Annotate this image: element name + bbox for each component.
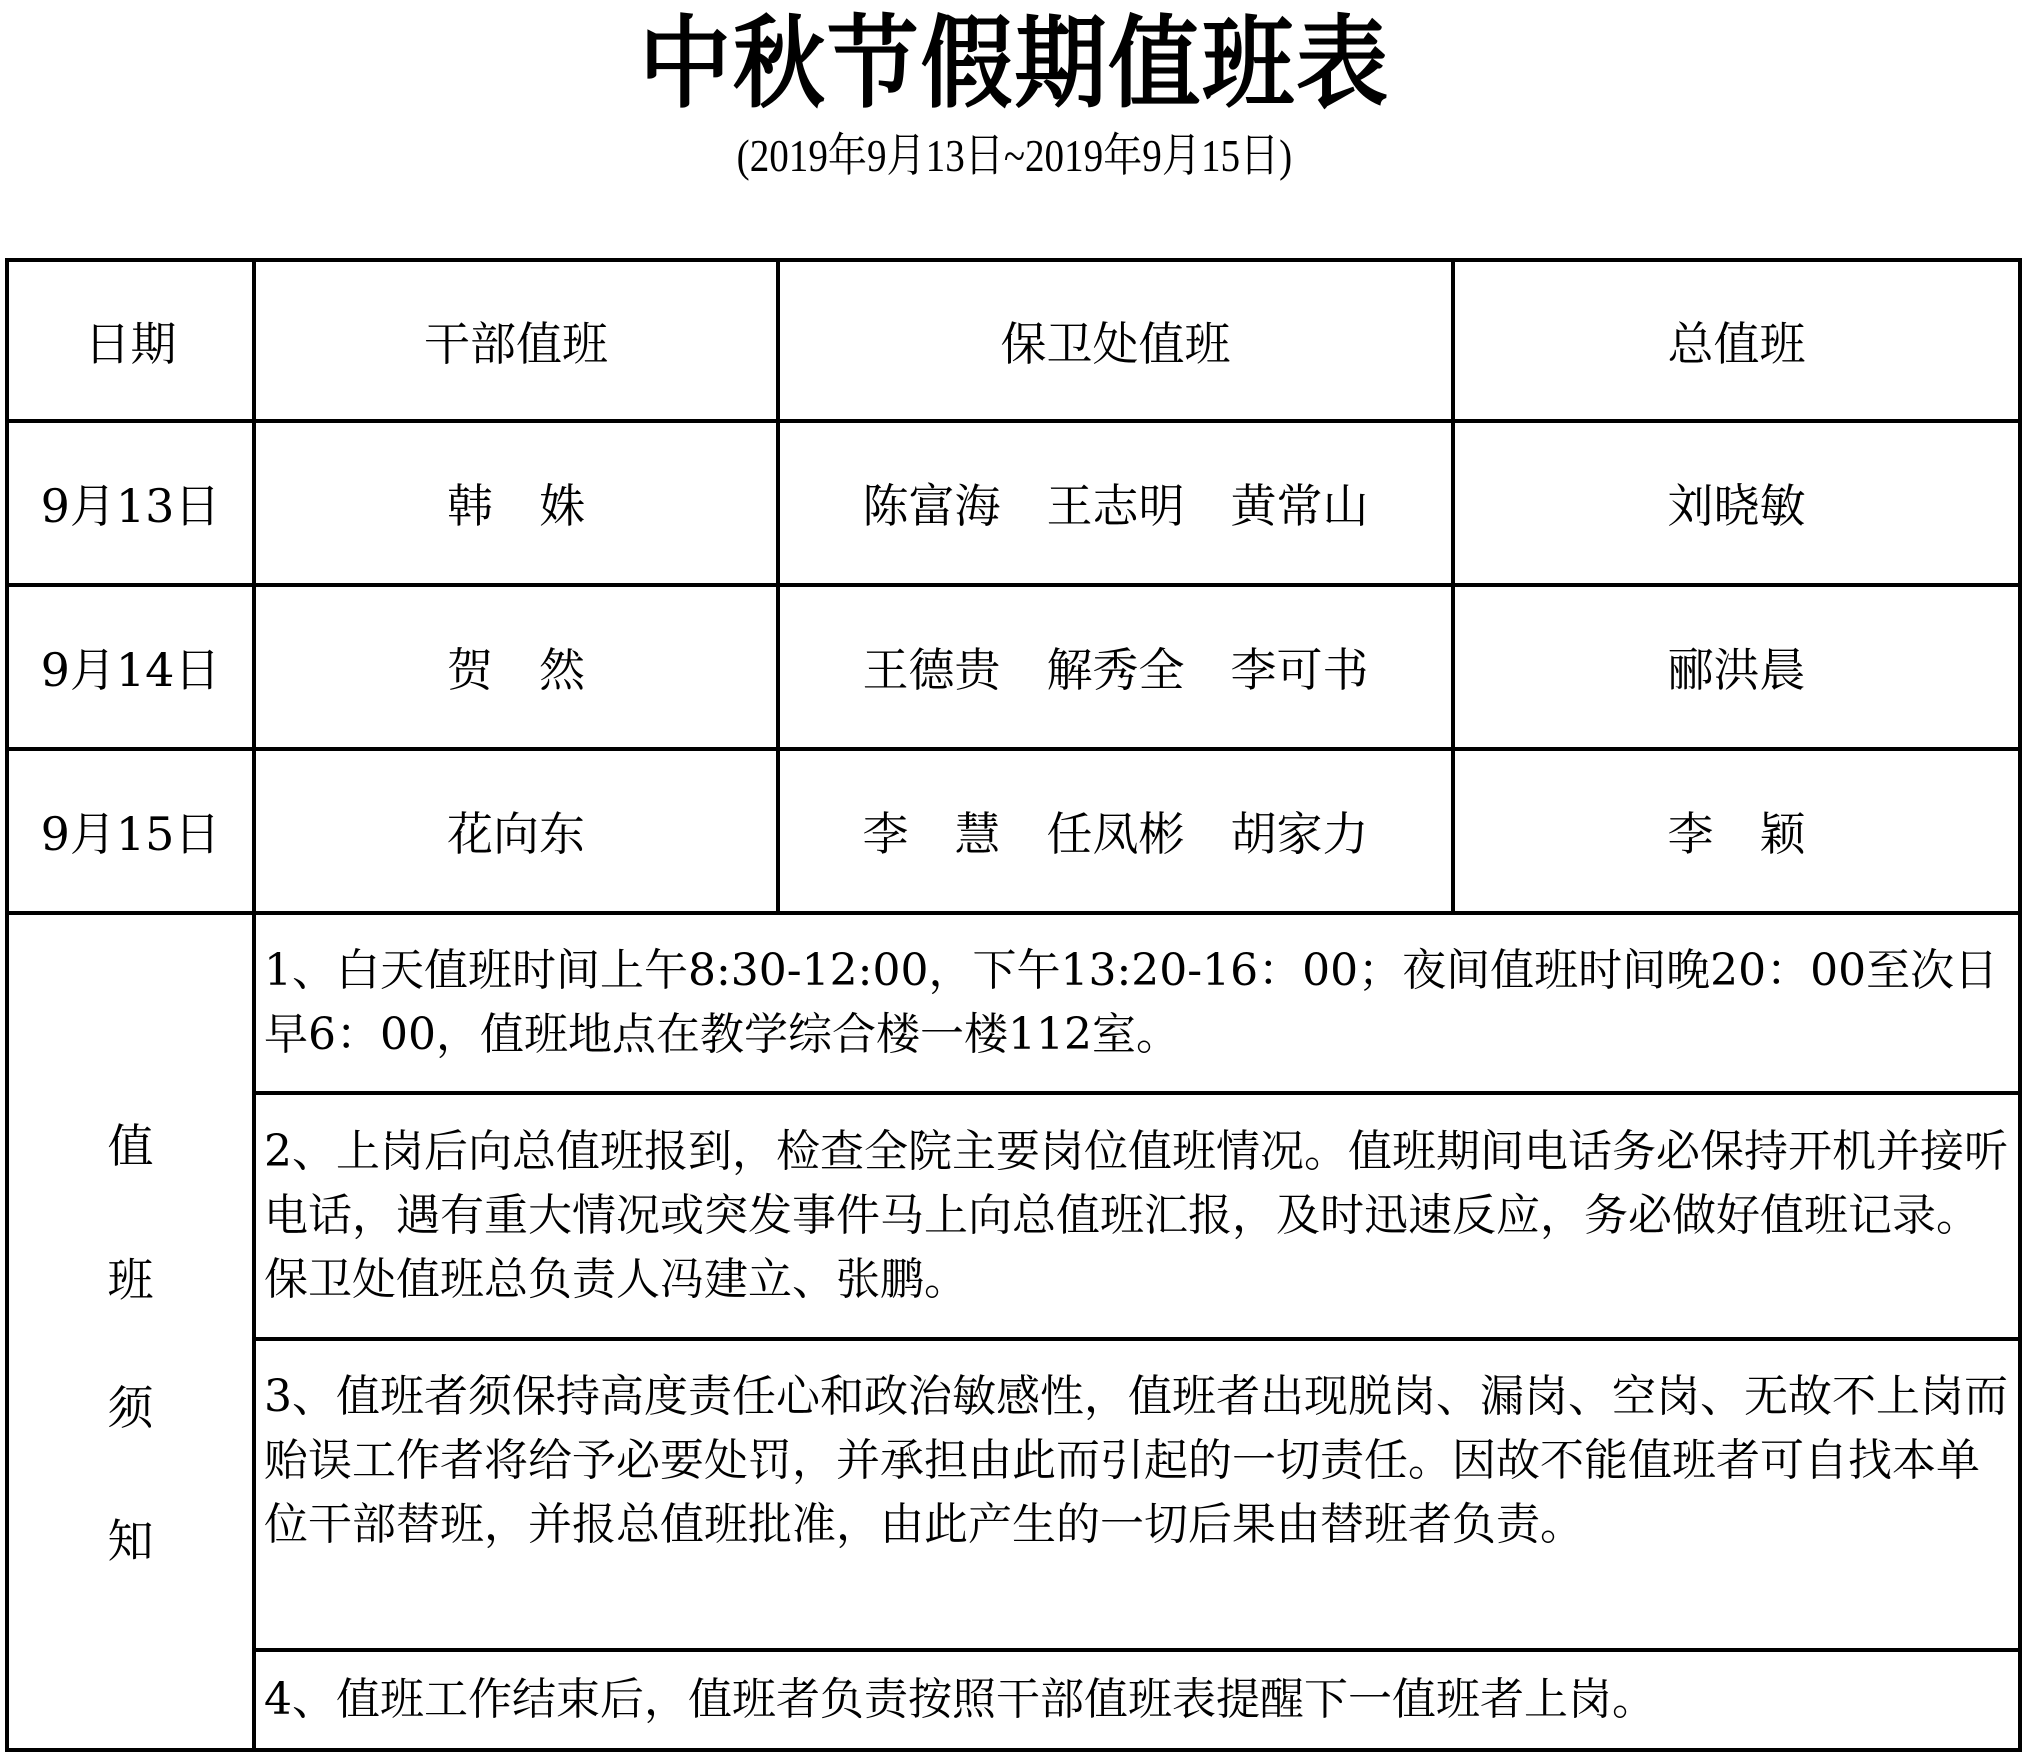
note-text: 3、值班者须保持高度责任心和政治敏感性，值班者出现脱岗、漏岗、空岗、无故不上岗而贻误工作者将给予必要处罚，并承担由此而引起的一切责任。因故不能值班者可自找本单位干部替班，并报总值班批准，由此产生的一切后果由替班者负责。 — [264, 1371, 2008, 1550]
row-date: 9月15日 — [40, 807, 221, 861]
row-cadre: 花向东 — [447, 807, 585, 861]
row-security: 王德贵 解秀全 李可书 — [862, 643, 1369, 697]
header-cadre-duty: 干部值班 — [424, 316, 608, 371]
notes-label-char: 班 — [107, 1253, 154, 1307]
row-security: 陈富海 王志明 黄常山 — [862, 479, 1369, 533]
row-chief: 李 颖 — [1667, 807, 1806, 861]
header-security-duty: 保卫处值班 — [1000, 316, 1231, 371]
page-title: 中秋节假期值班表 — [639, 5, 1390, 122]
row-date: 9月13日 — [40, 479, 221, 533]
notes-label-char: 知 — [107, 1514, 154, 1568]
row-cadre: 韩 姝 — [447, 479, 585, 533]
header-date: 日期 — [84, 316, 177, 371]
note-text: 2、上岗后向总值班报到，检查全院主要岗位值班情况。值班期间电话务必保持开机并接听电话，遇有重大情况或突发事件马上向总值班汇报，及时迅速反应，务必做好值班记录。保卫处值班总负责人冯建立、张鹏。 — [264, 1126, 2008, 1305]
row-date: 9月14日 — [40, 643, 221, 697]
note-item-2 — [262, 1095, 2017, 1337]
row-cadre: 贺 然 — [447, 643, 585, 697]
note-text: 4、值班工作结束后，值班者负责按照干部值班表提醒下一值班者上岗。 — [264, 1674, 1656, 1725]
row-chief: 刘晓敏 — [1667, 479, 1806, 533]
notes-label-char: 须 — [107, 1381, 154, 1435]
note-item-1 — [262, 915, 2017, 1091]
row-chief: 郦洪晨 — [1667, 643, 1806, 697]
note-item-3 — [262, 1341, 2017, 1648]
note-item-4 — [262, 1652, 2017, 1748]
note-text: 1、白天值班时间上午8:30-12:00，下午13:20-16：00；夜间值班时间晚20：00至次日早6：00，值班地点在教学综合楼一楼112室。 — [264, 945, 1999, 1060]
date-range-subtitle: (2019年9月13日~2019年9月15日) — [736, 130, 1293, 181]
row-security: 李 慧 任凤彬 胡家力 — [862, 807, 1369, 861]
header-chief-duty: 总值班 — [1667, 316, 1806, 371]
notes-label-char: 值 — [107, 1119, 154, 1173]
